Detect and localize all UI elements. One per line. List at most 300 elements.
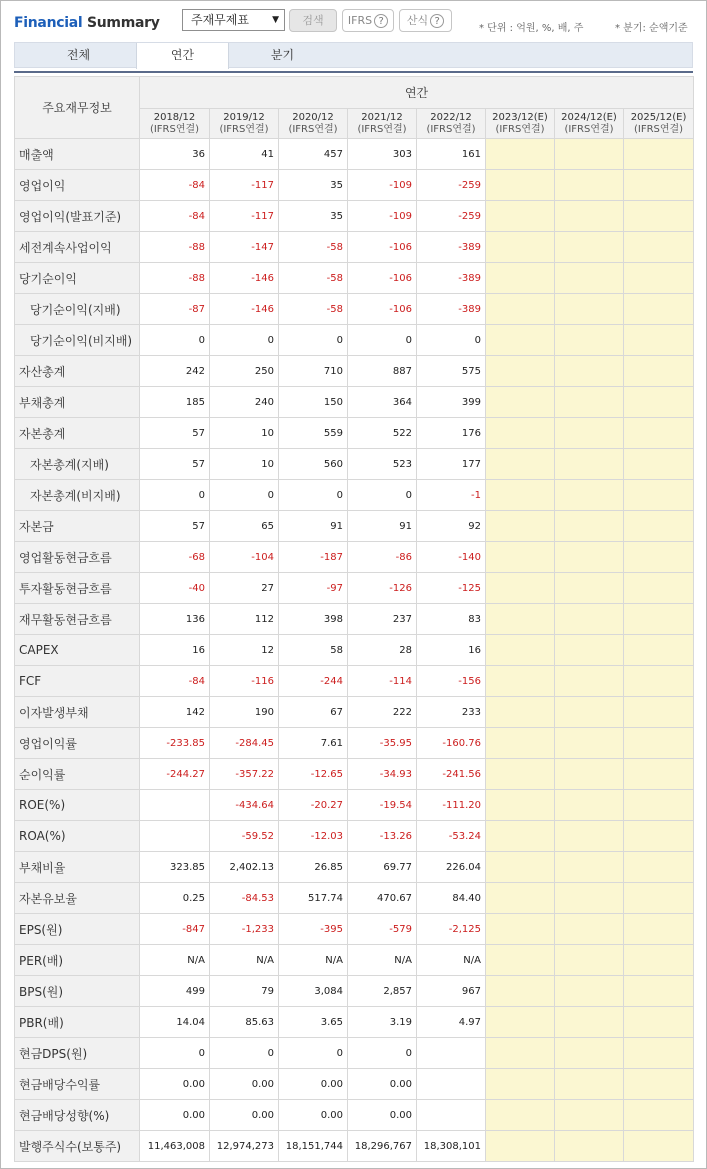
row-label: 이자발생부채 bbox=[15, 697, 140, 728]
year-column-header bbox=[624, 109, 694, 139]
estimate-cell bbox=[486, 139, 555, 170]
value-cell: 16 bbox=[417, 635, 486, 666]
value-cell: 470.67 bbox=[348, 883, 417, 914]
estimate-cell bbox=[555, 294, 624, 325]
table-row bbox=[15, 976, 694, 1007]
table-row bbox=[15, 1007, 694, 1038]
value-cell: -389 bbox=[417, 232, 486, 263]
estimate-cell bbox=[555, 852, 624, 883]
row-label: 당기순이익(지배) bbox=[15, 294, 140, 325]
value-cell: N/A bbox=[348, 945, 417, 976]
table-row bbox=[15, 1100, 694, 1131]
estimate-cell bbox=[624, 325, 694, 356]
value-cell: 84.40 bbox=[417, 883, 486, 914]
value-cell: 967 bbox=[417, 976, 486, 1007]
value-cell: 35 bbox=[279, 170, 348, 201]
tab-quarterly[interactable]: 분기 bbox=[270, 48, 295, 62]
value-cell: 0 bbox=[348, 480, 417, 511]
period-tabs bbox=[14, 42, 693, 68]
value-cell: -244.27 bbox=[140, 759, 210, 790]
basis-label: (IFRS연결) bbox=[357, 123, 407, 135]
basis-label: (IFRS연결) bbox=[149, 123, 200, 135]
value-cell: 0 bbox=[140, 325, 210, 356]
estimate-cell bbox=[555, 914, 624, 945]
value-cell: -84 bbox=[140, 201, 210, 232]
value-cell: -12.65 bbox=[279, 759, 348, 790]
value-cell: 4.97 bbox=[417, 1007, 486, 1038]
value-cell: 36 bbox=[140, 139, 210, 170]
value-cell: 303 bbox=[348, 139, 417, 170]
estimate-cell bbox=[486, 790, 555, 821]
value-cell: 226.04 bbox=[417, 852, 486, 883]
estimate-cell bbox=[486, 821, 555, 852]
estimate-cell bbox=[486, 914, 555, 945]
value-cell: 12 bbox=[210, 635, 279, 666]
estimate-cell bbox=[486, 263, 555, 294]
value-cell: -106 bbox=[348, 232, 417, 263]
row-label: 자본총계 bbox=[15, 418, 140, 449]
value-cell: 0.00 bbox=[279, 1069, 348, 1100]
value-cell: 240 bbox=[210, 387, 279, 418]
table-row bbox=[15, 790, 694, 821]
value-cell: 0 bbox=[417, 325, 486, 356]
value-cell: 0 bbox=[279, 325, 348, 356]
basis-label: (IFRS연결) bbox=[288, 123, 338, 135]
estimate-cell bbox=[624, 914, 694, 945]
estimate-cell bbox=[555, 201, 624, 232]
value-cell: 0 bbox=[140, 480, 210, 511]
row-label: 영업이익 bbox=[15, 170, 140, 201]
value-cell: -19.54 bbox=[348, 790, 417, 821]
year-column-header bbox=[140, 109, 210, 139]
basis-label: (IFRS연결) bbox=[219, 123, 269, 135]
value-cell: 112 bbox=[210, 604, 279, 635]
value-cell: -126 bbox=[348, 573, 417, 604]
estimate-cell bbox=[624, 635, 694, 666]
value-cell: 575 bbox=[417, 356, 486, 387]
value-cell: -88 bbox=[140, 263, 210, 294]
estimate-cell bbox=[624, 139, 694, 170]
value-cell: 10 bbox=[210, 449, 279, 480]
value-cell: -233.85 bbox=[140, 728, 210, 759]
value-cell: 176 bbox=[417, 418, 486, 449]
table-row bbox=[15, 170, 694, 201]
year-column-header bbox=[279, 109, 348, 139]
value-cell: 26.85 bbox=[279, 852, 348, 883]
row-label: 당기순이익(비지배) bbox=[15, 325, 140, 356]
estimate-cell bbox=[486, 573, 555, 604]
value-cell: 18,296,767 bbox=[348, 1131, 417, 1162]
estimate-cell bbox=[486, 728, 555, 759]
value-cell: 0 bbox=[140, 1038, 210, 1069]
value-cell: 11,463,008 bbox=[140, 1131, 210, 1162]
estimate-cell bbox=[486, 1007, 555, 1038]
estimate-cell bbox=[624, 170, 694, 201]
value-cell: 222 bbox=[348, 697, 417, 728]
row-label: 자본유보율 bbox=[15, 883, 140, 914]
value-cell: -146 bbox=[210, 294, 279, 325]
estimate-cell bbox=[624, 201, 694, 232]
value-cell: -109 bbox=[348, 170, 417, 201]
estimate-cell bbox=[555, 480, 624, 511]
table-row bbox=[15, 728, 694, 759]
row-label: 자본총계(비지배) bbox=[15, 480, 140, 511]
value-cell: 7.61 bbox=[279, 728, 348, 759]
value-cell: 67 bbox=[279, 697, 348, 728]
table-row bbox=[15, 325, 694, 356]
chevron-down-icon: ▼ bbox=[272, 15, 279, 25]
value-cell: -20.27 bbox=[279, 790, 348, 821]
estimate-cell bbox=[624, 883, 694, 914]
row-label: 영업활동현금흐름 bbox=[15, 542, 140, 573]
value-cell: -160.76 bbox=[417, 728, 486, 759]
value-cell: -1 bbox=[417, 480, 486, 511]
value-cell: 517.74 bbox=[279, 883, 348, 914]
table-row bbox=[15, 666, 694, 697]
row-label: 매출액 bbox=[15, 139, 140, 170]
label-column-header: 주요재무정보 bbox=[15, 77, 140, 139]
basis-label: (IFRS연결) bbox=[633, 123, 684, 135]
estimate-cell bbox=[555, 1069, 624, 1100]
year-column-header bbox=[348, 109, 417, 139]
year-column-header bbox=[486, 109, 555, 139]
value-cell: 0.00 bbox=[210, 1100, 279, 1131]
estimate-cell bbox=[486, 759, 555, 790]
basis-note: * 분기: 순액기준 bbox=[615, 23, 688, 34]
value-cell: -13.26 bbox=[348, 821, 417, 852]
value-cell: -87 bbox=[140, 294, 210, 325]
table-row bbox=[15, 511, 694, 542]
estimate-cell bbox=[486, 1069, 555, 1100]
estimate-cell bbox=[555, 387, 624, 418]
table-row bbox=[15, 387, 694, 418]
value-cell: -125 bbox=[417, 573, 486, 604]
value-cell: -84 bbox=[140, 170, 210, 201]
estimate-cell bbox=[624, 821, 694, 852]
value-cell: 41 bbox=[210, 139, 279, 170]
table-row bbox=[15, 759, 694, 790]
value-cell: 499 bbox=[140, 976, 210, 1007]
value-cell: -34.93 bbox=[348, 759, 417, 790]
estimate-cell bbox=[486, 697, 555, 728]
value-cell: 91 bbox=[279, 511, 348, 542]
row-label: 영업이익률 bbox=[15, 728, 140, 759]
value-cell: -58 bbox=[279, 294, 348, 325]
estimate-cell bbox=[555, 821, 624, 852]
value-cell: 18,308,101 bbox=[417, 1131, 486, 1162]
estimate-cell bbox=[624, 728, 694, 759]
tab-divider bbox=[14, 71, 693, 73]
value-cell: -187 bbox=[279, 542, 348, 573]
value-cell: 3.19 bbox=[348, 1007, 417, 1038]
value-cell: 364 bbox=[348, 387, 417, 418]
row-label: 세전계속사업이익 bbox=[15, 232, 140, 263]
estimate-cell bbox=[624, 697, 694, 728]
value-cell: -389 bbox=[417, 263, 486, 294]
value-cell: 560 bbox=[279, 449, 348, 480]
estimate-cell bbox=[555, 976, 624, 1007]
table-row bbox=[15, 604, 694, 635]
ifrs-label: IFRS bbox=[347, 14, 373, 27]
value-cell: -117 bbox=[210, 201, 279, 232]
table-row bbox=[15, 542, 694, 573]
estimate-cell bbox=[486, 511, 555, 542]
search-button[interactable]: 검색 bbox=[289, 9, 337, 32]
estimate-cell bbox=[624, 976, 694, 1007]
help-icon: ? bbox=[374, 14, 388, 28]
estimate-cell bbox=[486, 945, 555, 976]
row-label: 현금배당성향(%) bbox=[15, 1100, 140, 1131]
value-cell: -53.24 bbox=[417, 821, 486, 852]
year-column-header bbox=[210, 109, 279, 139]
estimate-cell bbox=[624, 852, 694, 883]
value-cell: 27 bbox=[210, 573, 279, 604]
estimate-cell bbox=[555, 263, 624, 294]
value-cell: -357.22 bbox=[210, 759, 279, 790]
financial-table bbox=[14, 76, 694, 1162]
value-cell: 0.00 bbox=[348, 1100, 417, 1131]
value-cell: -84.53 bbox=[210, 883, 279, 914]
estimate-cell bbox=[486, 387, 555, 418]
value-cell: -35.95 bbox=[348, 728, 417, 759]
estimate-cell bbox=[624, 604, 694, 635]
value-cell: -259 bbox=[417, 201, 486, 232]
value-cell: -140 bbox=[417, 542, 486, 573]
table-row bbox=[15, 449, 694, 480]
estimate-cell bbox=[624, 1131, 694, 1162]
estimate-cell bbox=[555, 170, 624, 201]
row-label: 자산총계 bbox=[15, 356, 140, 387]
estimate-cell bbox=[555, 1038, 624, 1069]
value-cell: 92 bbox=[417, 511, 486, 542]
basis-label: (IFRS연결) bbox=[564, 123, 614, 135]
estimate-cell bbox=[486, 1100, 555, 1131]
ifrs-help-button[interactable] bbox=[342, 9, 394, 32]
value-cell: 12,974,273 bbox=[210, 1131, 279, 1162]
estimate-cell bbox=[624, 573, 694, 604]
value-cell: -97 bbox=[279, 573, 348, 604]
estimate-cell bbox=[555, 542, 624, 573]
value-cell: 16 bbox=[140, 635, 210, 666]
estimate-cell bbox=[624, 666, 694, 697]
estimate-cell bbox=[624, 356, 694, 387]
table-row bbox=[15, 1038, 694, 1069]
estimate-cell bbox=[624, 542, 694, 573]
value-cell: -106 bbox=[348, 294, 417, 325]
row-label: CAPEX bbox=[15, 635, 140, 666]
estimate-cell bbox=[555, 604, 624, 635]
estimate-cell bbox=[624, 232, 694, 263]
value-cell: 161 bbox=[417, 139, 486, 170]
estimate-cell bbox=[486, 418, 555, 449]
table-row bbox=[15, 201, 694, 232]
table-row bbox=[15, 914, 694, 945]
row-label: 순이익률 bbox=[15, 759, 140, 790]
estimate-cell bbox=[624, 449, 694, 480]
estimate-cell bbox=[624, 1038, 694, 1069]
table-row bbox=[15, 883, 694, 914]
value-cell: 887 bbox=[348, 356, 417, 387]
value-cell: 398 bbox=[279, 604, 348, 635]
estimate-cell bbox=[624, 790, 694, 821]
estimate-cell bbox=[486, 852, 555, 883]
value-cell: 14.04 bbox=[140, 1007, 210, 1038]
basis-label: (IFRS연결) bbox=[426, 123, 476, 135]
row-label: 부채비율 bbox=[15, 852, 140, 883]
estimate-cell bbox=[624, 480, 694, 511]
estimate-cell bbox=[555, 635, 624, 666]
value-cell: -58 bbox=[279, 232, 348, 263]
value-cell: 79 bbox=[210, 976, 279, 1007]
table-row bbox=[15, 356, 694, 387]
estimate-cell bbox=[486, 201, 555, 232]
estimate-cell bbox=[624, 1069, 694, 1100]
row-label: 영업이익(발표기준) bbox=[15, 201, 140, 232]
estimate-cell bbox=[555, 232, 624, 263]
value-cell: 2,857 bbox=[348, 976, 417, 1007]
table-row bbox=[15, 480, 694, 511]
value-cell: 28 bbox=[348, 635, 417, 666]
tab-annual[interactable]: 연간 bbox=[136, 43, 229, 69]
value-cell: 142 bbox=[140, 697, 210, 728]
panel-title bbox=[14, 15, 160, 31]
value-cell: -84 bbox=[140, 666, 210, 697]
estimate-cell bbox=[486, 232, 555, 263]
table-row bbox=[15, 697, 694, 728]
value-cell: 58 bbox=[279, 635, 348, 666]
value-cell: 233 bbox=[417, 697, 486, 728]
basis-label: (IFRS연결) bbox=[495, 123, 545, 135]
row-label: 투자활동현금흐름 bbox=[15, 573, 140, 604]
value-cell: 0.25 bbox=[140, 883, 210, 914]
estimate-cell bbox=[624, 387, 694, 418]
value-cell: 136 bbox=[140, 604, 210, 635]
year-label: 2019/12 bbox=[223, 111, 265, 123]
value-cell: 237 bbox=[348, 604, 417, 635]
table-row bbox=[15, 852, 694, 883]
value-cell: 57 bbox=[140, 418, 210, 449]
estimate-cell bbox=[624, 759, 694, 790]
year-label: 2025/12(E) bbox=[630, 111, 687, 123]
table-row bbox=[15, 1069, 694, 1100]
table-row bbox=[15, 418, 694, 449]
year-column-header bbox=[555, 109, 624, 139]
year-label: 2018/12 bbox=[153, 111, 196, 123]
estimate-cell bbox=[555, 883, 624, 914]
value-cell: 0 bbox=[279, 1038, 348, 1069]
value-cell: -579 bbox=[348, 914, 417, 945]
estimate-cell bbox=[555, 356, 624, 387]
estimate-cell bbox=[555, 139, 624, 170]
statement-type-select[interactable] bbox=[182, 9, 285, 31]
value-cell: -284.45 bbox=[210, 728, 279, 759]
value-cell: 2,402.13 bbox=[210, 852, 279, 883]
value-cell: -88 bbox=[140, 232, 210, 263]
table-row bbox=[15, 821, 694, 852]
estimate-cell bbox=[486, 1038, 555, 1069]
tab-all[interactable]: 전체 bbox=[66, 48, 91, 62]
value-cell: -244 bbox=[279, 666, 348, 697]
estimate-cell bbox=[486, 294, 555, 325]
value-cell bbox=[140, 790, 210, 821]
value-cell bbox=[140, 821, 210, 852]
value-cell: -114 bbox=[348, 666, 417, 697]
value-cell: 522 bbox=[348, 418, 417, 449]
value-cell: N/A bbox=[417, 945, 486, 976]
value-cell: N/A bbox=[140, 945, 210, 976]
row-label: EPS(원) bbox=[15, 914, 140, 945]
estimate-cell bbox=[486, 325, 555, 356]
value-cell: 0 bbox=[210, 1038, 279, 1069]
title-financial: Financial bbox=[14, 15, 83, 31]
row-label: ROE(%) bbox=[15, 790, 140, 821]
row-label: FCF bbox=[15, 666, 140, 697]
year-label: 2022/12 bbox=[430, 111, 472, 123]
value-cell: 710 bbox=[279, 356, 348, 387]
table-row bbox=[15, 1131, 694, 1162]
value-cell: 18,151,744 bbox=[279, 1131, 348, 1162]
value-cell: 323.85 bbox=[140, 852, 210, 883]
value-cell: 0 bbox=[279, 480, 348, 511]
estimate-cell bbox=[555, 418, 624, 449]
value-cell: -12.03 bbox=[279, 821, 348, 852]
value-cell: 0.00 bbox=[348, 1069, 417, 1100]
year-label: 2023/12(E) bbox=[492, 111, 548, 123]
table-row bbox=[15, 263, 694, 294]
estimate-cell bbox=[555, 790, 624, 821]
estimate-cell bbox=[486, 976, 555, 1007]
value-cell: 0 bbox=[348, 1038, 417, 1069]
value-cell: -40 bbox=[140, 573, 210, 604]
estimate-cell bbox=[486, 480, 555, 511]
estimate-cell bbox=[624, 945, 694, 976]
year-column-header bbox=[417, 109, 486, 139]
value-cell: 0 bbox=[348, 325, 417, 356]
value-cell: 250 bbox=[210, 356, 279, 387]
value-cell: 399 bbox=[417, 387, 486, 418]
help-icon: ? bbox=[430, 14, 444, 28]
estimate-cell bbox=[555, 325, 624, 356]
estimate-cell bbox=[486, 449, 555, 480]
value-cell: 0.00 bbox=[140, 1069, 210, 1100]
value-cell: -395 bbox=[279, 914, 348, 945]
value-cell: 0.00 bbox=[210, 1069, 279, 1100]
estimate-cell bbox=[624, 1007, 694, 1038]
value-cell: -106 bbox=[348, 263, 417, 294]
estimate-cell bbox=[624, 294, 694, 325]
value-cell: -109 bbox=[348, 201, 417, 232]
table-row bbox=[15, 294, 694, 325]
value-cell: 185 bbox=[140, 387, 210, 418]
value-cell: N/A bbox=[279, 945, 348, 976]
row-label: 재무활동현금흐름 bbox=[15, 604, 140, 635]
estimate-cell bbox=[486, 1131, 555, 1162]
value-cell: 0 bbox=[210, 480, 279, 511]
estimate-cell bbox=[555, 728, 624, 759]
estimate-cell bbox=[624, 1100, 694, 1131]
value-cell: 190 bbox=[210, 697, 279, 728]
estimate-cell bbox=[486, 883, 555, 914]
value-cell bbox=[417, 1069, 486, 1100]
value-cell bbox=[417, 1038, 486, 1069]
formula-help-button[interactable] bbox=[399, 9, 452, 32]
value-cell: -59.52 bbox=[210, 821, 279, 852]
value-cell: 91 bbox=[348, 511, 417, 542]
value-cell: 3.65 bbox=[279, 1007, 348, 1038]
table-row bbox=[15, 139, 694, 170]
row-label: 자본총계(지배) bbox=[15, 449, 140, 480]
value-cell: 0.00 bbox=[140, 1100, 210, 1131]
